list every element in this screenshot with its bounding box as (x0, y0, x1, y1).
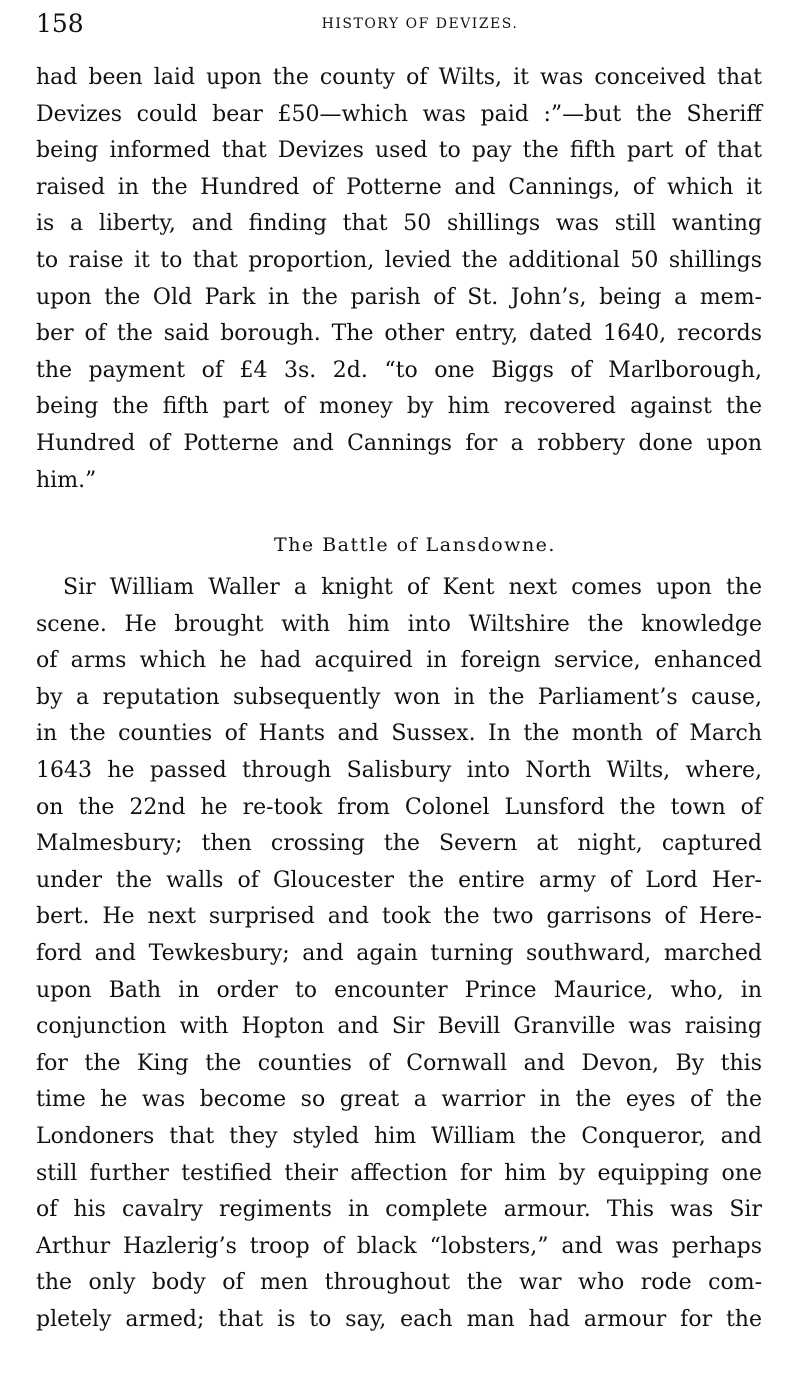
text-line: to raise it to that proportion, levied the additional 50 shillings (36, 247, 762, 273)
paragraph-continued (36, 60, 762, 499)
text-line: ford and Tewkesbury; and again turning southward, marched (36, 940, 762, 966)
running-head (36, 8, 764, 40)
text-line: the only body of men throughout the war who rode com- (36, 1270, 762, 1296)
text-line: of his cavalry regiments in complete armour. This was Sir (36, 1197, 762, 1223)
text-line: Arthur Hazlerig’s troop of black “lobsters,” and was perhaps (36, 1233, 762, 1259)
text-line: the payment of £4 3s. 2d. “to one Biggs of Marlborough, (36, 357, 762, 383)
text-line: conjunction with Hopton and Sir Bevill Granville was raising (36, 1014, 762, 1040)
text-line: him.” (36, 467, 97, 493)
running-title: HISTORY OF DEVIZES. (321, 16, 519, 32)
text-line: on the 22nd he re-took from Colonel Lunsford the town of (36, 794, 762, 820)
text-line: upon the Old Park in the parish of St. John’s, being a mem- (36, 284, 762, 310)
paragraph-battle (36, 570, 762, 1338)
text-line: being informed that Devizes used to pay the fifth part of that (36, 138, 762, 164)
text-line: in the counties of Hants and Sussex. In the month of March (36, 721, 762, 747)
text-line: time he was become so great a warrior in the eyes of the (36, 1087, 762, 1113)
text-line: bert. He next surprised and took the two garrisons of Here- (36, 904, 762, 930)
text-line: pletely armed; that is to say, each man had armour for the (36, 1306, 762, 1332)
text-line: upon Bath in order to encounter Prince Maurice, who, in (36, 977, 762, 1003)
text-line: 1643 he passed through Salisbury into North Wilts, where, (36, 757, 762, 783)
section-heading: The Battle of Lansdowne. (274, 534, 556, 556)
text-line: Malmesbury; then crossing the Severn at night, captured (36, 831, 762, 857)
text-line: still further testified their affection for him by equipping one (36, 1160, 762, 1186)
text-line: for the King the counties of Cornwall and Devon, By this (36, 1050, 762, 1076)
text-line: Londoners that they styled him William the Conqueror, and (36, 1123, 762, 1149)
text-line: Sir William Waller a knight of Kent next comes upon the (63, 575, 762, 600)
text-line: ber of the said borough. The other entry, dated 1640, records (36, 321, 762, 347)
text-line: under the walls of Gloucester the entire army of Lord Her- (36, 867, 762, 893)
text-line: Hundred of Potterne and Cannings for a robbery done upon (36, 430, 762, 456)
text-line: being the fifth part of money by him recovered against the (36, 394, 762, 420)
page-number: 158 (36, 9, 84, 38)
text-line: Devizes could bear £50—which was paid :”—but the Sheriff (36, 101, 762, 127)
text-line: of arms which he had acquired in foreign service, enhanced (36, 648, 762, 674)
text-line: had been laid upon the county of Wilts, it was conceived that (36, 65, 762, 90)
text-line: scene. He brought with him into Wiltshire the knowledge (36, 611, 762, 637)
text-line: raised in the Hundred of Potterne and Cannings, of which it (36, 174, 762, 200)
text-line: by a reputation subsequently won in the Parliament’s cause, (36, 684, 762, 710)
text-line: is a liberty, and finding that 50 shillings was still wanting (36, 211, 762, 237)
